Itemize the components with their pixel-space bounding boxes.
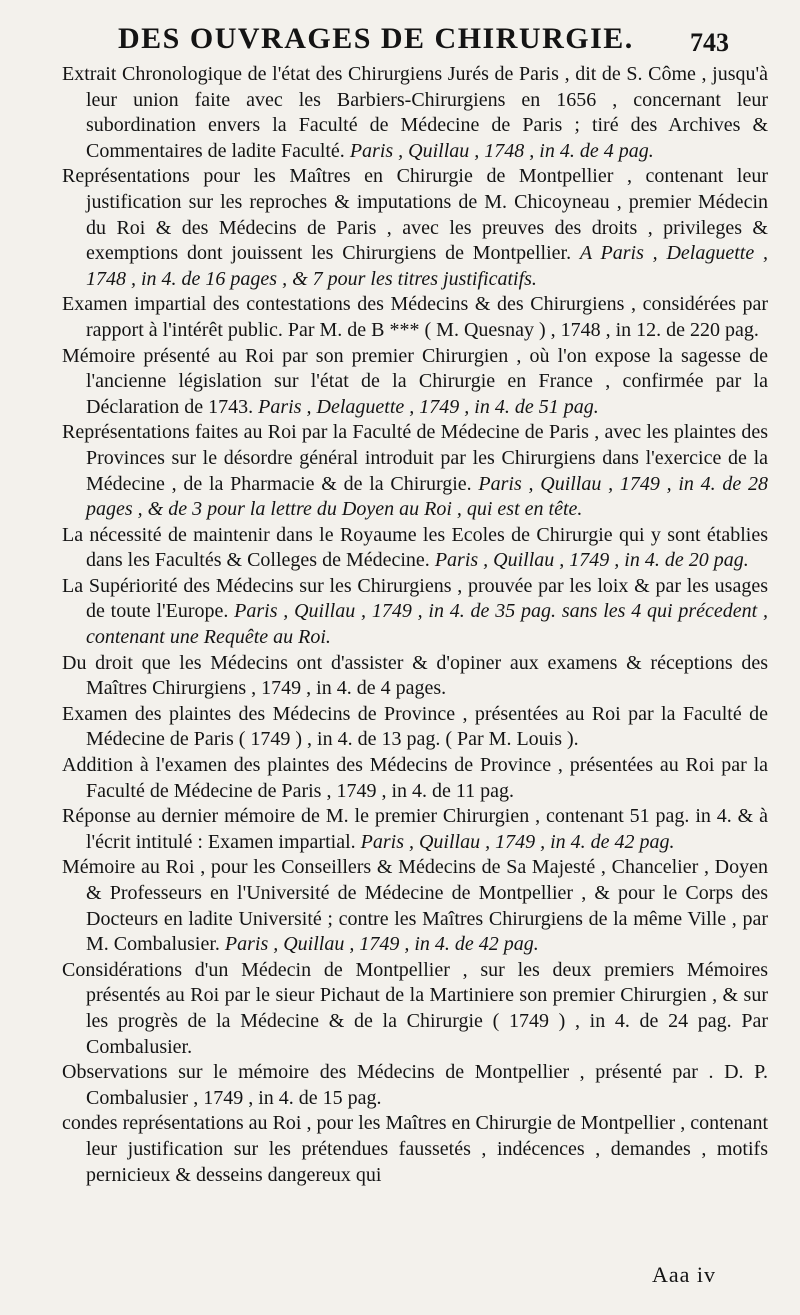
- bibliography-entry: [62, 855, 768, 957]
- bibliography-entry: [62, 344, 768, 421]
- entry-text: Représentations faites au Roi par la Faculté de Médecine de Paris , avec les plaintes des Provinces sur le désordre général introduit par les Chirurgiens dans l'exercice de la Médecine , de la Pharmacie & de la Chirurgie.: [62, 421, 768, 495]
- entry-text: Du droit que les Médecins ont d'assister & d'opiner aux examens & réceptions des Maîtres Chirurgiens , 1749 , in 4. de 4 pages.: [62, 651, 768, 700]
- entry-text: La Supériorité des Médecins sur les Chirurgiens , prouvée par les loix & par les usages de toute l'Europe.: [62, 574, 768, 623]
- bibliography-entry: [62, 1111, 768, 1188]
- entry-text: Mémoire présenté au Roi par son premier Chirurgien , où l'on expose la sagesse de l'ancienne législation sur l'état de la Chirurgie en France , confirmée par la Déclaration de 1743.: [62, 344, 768, 418]
- entry-publication: Paris , Quillau , 1749 , in 4. de 42 pag.: [360, 830, 675, 853]
- entry-text: Examen des plaintes des Médecins de Province , présentées au Roi par la Faculté de Médecine de Paris ( 1749 ) , in 4. de 13 pag. ( Par M. Louis ).: [62, 702, 768, 751]
- entry-text: Considérations d'un Médecin de Montpellier , sur les deux premiers Mémoires présentés au Roi par le sieur Pichaut de la Martiniere son premier Chirurgien , & sur les progrès de la Médecine & de la Chirurgie ( 1749 ) , in 4. de 24 pag. Par Combalusier.: [62, 958, 768, 1058]
- running-title: DES OUVRAGES DE CHIRURGIE.: [118, 22, 634, 55]
- entry-publication: Paris , Quillau , 1749 , in 4. de 20 pag.: [434, 549, 749, 572]
- page-number: 743: [690, 28, 729, 57]
- entry-text: Mémoire au Roi , pour les Conseillers & Médecins de Sa Majesté , Chancelier , Doyen & Professeurs en l'Université de Médecine de Montpellier , & pour le Corps des Docteurs en ladite Université ; contre les Maîtres Chirurgiens de la même Ville , par M. Combalusier.: [62, 856, 768, 956]
- bibliography-entry: [62, 651, 768, 702]
- bibliography-entry: [62, 702, 768, 753]
- entry-text: condes représentations au Roi , pour les Maîtres en Chirurgie de Montpellier , contenant leur justification sur les prétendues faussetés , indécences , demandes , motifs pernicieux & desseins dangereux qui: [62, 1112, 768, 1186]
- bibliography-entry: [62, 753, 768, 804]
- entry-publication: Paris , Quillau , 1749 , in 4. de 42 pag.: [224, 933, 539, 956]
- entry-text: Représentations pour les Maîtres en Chirurgie de Montpellier , contenant leur justification sur les reproches & imputations de M. Chicoyneau , premier Médecin du Roi & des Médecins de Paris , avec les preuves des droits , privileges & exemptions dont jouissent les Chirurgiens de Montpellier.: [62, 165, 768, 265]
- bibliography-entry: [62, 164, 768, 292]
- bibliography-entry: [62, 804, 768, 855]
- bibliography-entry: [62, 1060, 768, 1111]
- bibliography-entry: [62, 292, 768, 343]
- entry-publication: Paris , Quillau , 1749 , in 4. de 35 pag. sans les 4 qui précedent , contenant une Requête au Roi.: [86, 600, 768, 649]
- entry-text: Observations sur le mémoire des Médecins de Montpellier , présenté par . D. P. Combalusier , 1749 , in 4. de 15 pag.: [62, 1061, 768, 1109]
- entry-text: Réponse au dernier mémoire de M. le premier Chirurgien , contenant 51 pag. in 4. & à l'écrit intitulé : Examen impartial.: [62, 805, 768, 853]
- bibliography-entry: [62, 62, 768, 164]
- entry-text: Examen impartial des contestations des Médecins & des Chirurgiens , considérées par rapport à l'intérêt public. Par M. de B *** ( M. Quesnay ) , 1748 , in 12. de 220 pag.: [62, 293, 768, 341]
- signature-mark: Aaa iv: [652, 1262, 717, 1287]
- entry-publication: Paris , Quillau , 1748 , in 4. de 4 pag.: [349, 139, 654, 162]
- entry-text: Addition à l'examen des plaintes des Médecins de Province , présentées au Roi par la Faculté de Médecine de Paris , 1749 , in 4. de 11 pag.: [62, 754, 768, 802]
- entry-publication: Paris , Delaguette , 1749 , in 4. de 51 pag.: [258, 395, 599, 418]
- entry-publication: Paris , Quillau , 1749 , in 4. de 28 pages , & de 3 pour la lettre du Doyen au Roi , qui est en tête.: [86, 472, 769, 521]
- bibliography-list: [62, 62, 768, 1188]
- entry-text: Extrait Chronologique de l'état des Chirurgiens Jurés de Paris , dit de S. Côme , jusqu'à leur union faite avec les Barbiers-Chirurgiens en 1656 , concernant leur subordination envers la Faculté de Médecine de Paris ; tiré des Archives & Commentaires de ladite Faculté.: [62, 63, 768, 162]
- bibliography-entry: [62, 420, 768, 522]
- bibliography-entry: [62, 523, 768, 574]
- page-header: [0, 22, 800, 62]
- entry-publication: A Paris , Delaguette , 1748 , in 4. de 16 pages , & 7 pour les titres justificatifs.: [86, 242, 768, 290]
- bibliography-entry: [62, 958, 768, 1060]
- entry-text: La nécessité de maintenir dans le Royaume les Ecoles de Chirurgie qui y sont établies dans les Facultés & Colleges de Médecine.: [62, 523, 768, 572]
- bibliography-entry: [62, 574, 768, 651]
